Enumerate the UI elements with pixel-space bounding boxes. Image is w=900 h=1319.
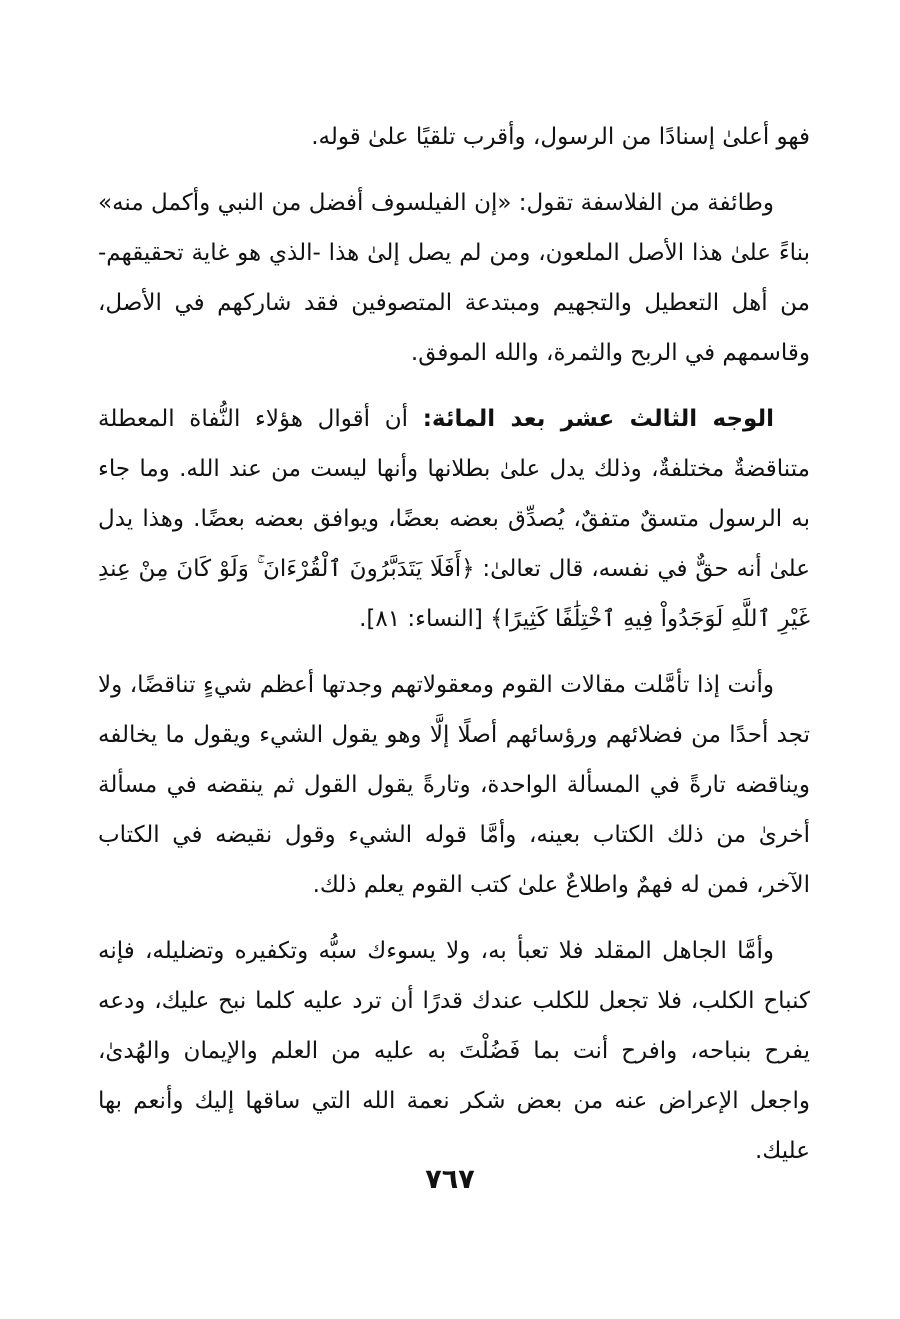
paragraph-3 xyxy=(98,394,810,644)
paragraph-1 xyxy=(98,112,810,162)
paragraph-2-text: وطائفة من الفلاسفة تقول: «إن الفيلسوف أفضل من النبي وأكمل منه» بناءً علىٰ هذا الأصل الملعون، ومن لم يصل إلىٰ هذا -الذي هو غاية تحقيقهم- من أهل التعطيل والتجهيم ومبتدعة المتصوفين فقد شاركهم في الأصل، وقاسمهم في الربح والثمرة، والله الموفق. xyxy=(98,190,810,366)
page-body xyxy=(98,112,810,1192)
paragraph-1-text: فهو أعلىٰ إسنادًا من الرسول، وأقرب تلقيًا علىٰ قوله. xyxy=(311,124,810,150)
paragraph-3-text: أن أقوال هؤلاء النُّفاة المعطلة متناقضةٌ مختلفةٌ، وذلك يدل علىٰ بطلانها وأنها ليست من عند الله. وما جاء به الرسول متسقٌ متفقٌ، يُصدِّق بعضه بعضًا، ويوافق بعضه بعضًا. وهذا يدل علىٰ أنه حقٌّ في نفسه، قال تعالىٰ: ﴿أَفَلَا يَتَدَبَّرُونَ ٱلْقُرْءَانَ ۚ وَلَوْ كَانَ مِنْ عِندِ غَيْرِ ٱللَّهِ لَوَجَدُواْ فِيهِ ٱخْتِلَٰفًا كَثِيرًا﴾ [النساء: ٨١]. xyxy=(98,406,810,632)
page-number: ٧٦٧ xyxy=(425,1164,475,1195)
paragraph-5 xyxy=(98,926,810,1176)
paragraph-4-text: وأنت إذا تأمَّلت مقالات القوم ومعقولاتهم وجدتها أعظم شيءٍ تناقضًا، ولا تجد أحدًا من فضلائهم ورؤسائهم أصلًا إلَّا وهو يقول الشيء ويقول ما يخالفه ويناقضه تارةً في المسألة الواحدة، وتارةً يقول القول ثم ينقضه في مسألة أخرىٰ من ذلك الكتاب بعينه، وأمَّا قوله الشيء وقول نقيضه في الكتاب الآخر، فمن له فهمٌ واطلاعٌ علىٰ كتب القوم يعلم ذلك. xyxy=(98,672,810,898)
section-heading: الوجه الثالث عشر بعد المائة: xyxy=(422,406,774,432)
paragraph-4 xyxy=(98,660,810,910)
paragraph-2 xyxy=(98,178,810,378)
paragraph-5-text: وأمَّا الجاهل المقلد فلا تعبأ به، ولا يسوءك سبُّه وتكفيره وتضليله، فإنه كنباح الكلب، فلا تجعل للكلب عندك قدرًا أن ترد عليه كلما نبح عليك، ودعه يفرح بنباحه، وافرح أنت بما فَضُلْتَ به عليه من العلم والإيمان والهُدىٰ، واجعل الإعراض عنه من بعض شكر نعمة الله التي ساقها إليك وأنعم بها عليك. xyxy=(98,938,810,1164)
